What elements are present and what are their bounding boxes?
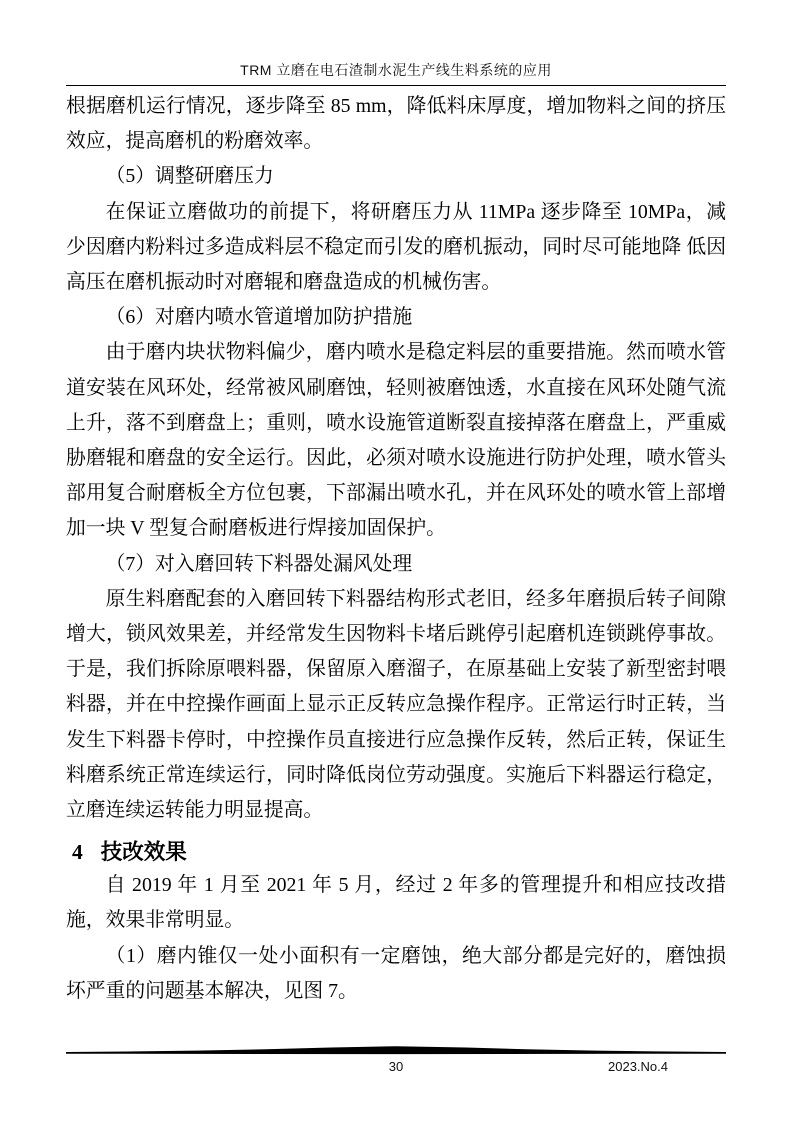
section-number: 4 bbox=[72, 840, 83, 865]
list-subhead-7: （7）对入磨回转下料器处漏风处理 bbox=[105, 552, 413, 575]
section-heading bbox=[66, 839, 726, 865]
paragraph: 原生料磨配套的入磨回转下料器结构形式老旧，经多年磨损后转子间隙增大，锁风效果差，并经常发生因物料卡堵后跳停引起磨机连锁跳停事故。于是，我们拆除原喂料器，保留原入磨溜子，在原基础上安装了新型密封喂料器，并在中控操作画面上显示正反转应急操作程序。正常运行时正转，当发生下料器卡停时，中控操作员直接进行应急操作反转，然后正转，保证生料磨系统正常连续运行，同时降低岗位劳动强度。实施后下料器运行稳定，立磨连续运转能力明显提高。 bbox=[66, 587, 726, 822]
paragraph: 根据磨机运行情况，逐步降至 85 mm，降低料床厚度，增加物料之间的挤压效应，提高磨机的粉磨效率。 bbox=[66, 95, 726, 153]
section-title: 技改效果 bbox=[100, 840, 187, 865]
paragraph: 由于磨内块状物料偏少，磨内喷水是稳定料层的重要措施。然而喷水管道安装在风环处，经常被风刷磨蚀，轻则被磨蚀透，水直接在风环处随气流上升，落不到磨盘上；重则，喷水设施管道断裂直接掉落在磨盘上，严重威胁磨辊和磨盘的安全运行。因此，必须对喷水设施进行防护处理，喷水管头部用复合耐磨板全方位包裹，下部漏出喷水孔，并在风环处的喷水管上部增加一块 V 型复合耐磨板进行焊接加固保护。 bbox=[66, 341, 726, 540]
footer-rule bbox=[66, 1045, 726, 1056]
list-subhead-5: （5）调整研磨压力 bbox=[105, 165, 274, 188]
paragraph: 在保证立磨做功的前提下，将研磨压力从 11MPa 逐步降至 10MPa，减少因磨内粉料过多造成料层不稳定而引发的磨机振动，同时尽可能地降 低因高压在磨机振动时对磨辊和磨盘造成的机械伤害。 bbox=[66, 200, 726, 294]
document-body bbox=[66, 89, 726, 1009]
list-subhead-6: （6）对磨内喷水管道增加防护措施 bbox=[105, 306, 413, 329]
paragraph: （1）磨内锥仅一处小面积有一定磨蚀，绝大部分都是完好的，磨蚀损坏严重的问题基本解决，见图 7。 bbox=[66, 944, 726, 1002]
issue-label: 2023.No.4 bbox=[608, 1059, 668, 1074]
running-header-title: TRM 立磨在电石渣制水泥生产线生料系统的应用 bbox=[240, 62, 552, 78]
header-rule bbox=[66, 85, 726, 86]
page-number: 30 bbox=[388, 1059, 404, 1074]
paragraph: 自 2019 年 1 月至 2021 年 5 月，经过 2 年多的管理提升和相应技改措施，效果非常明显。 bbox=[66, 874, 726, 932]
